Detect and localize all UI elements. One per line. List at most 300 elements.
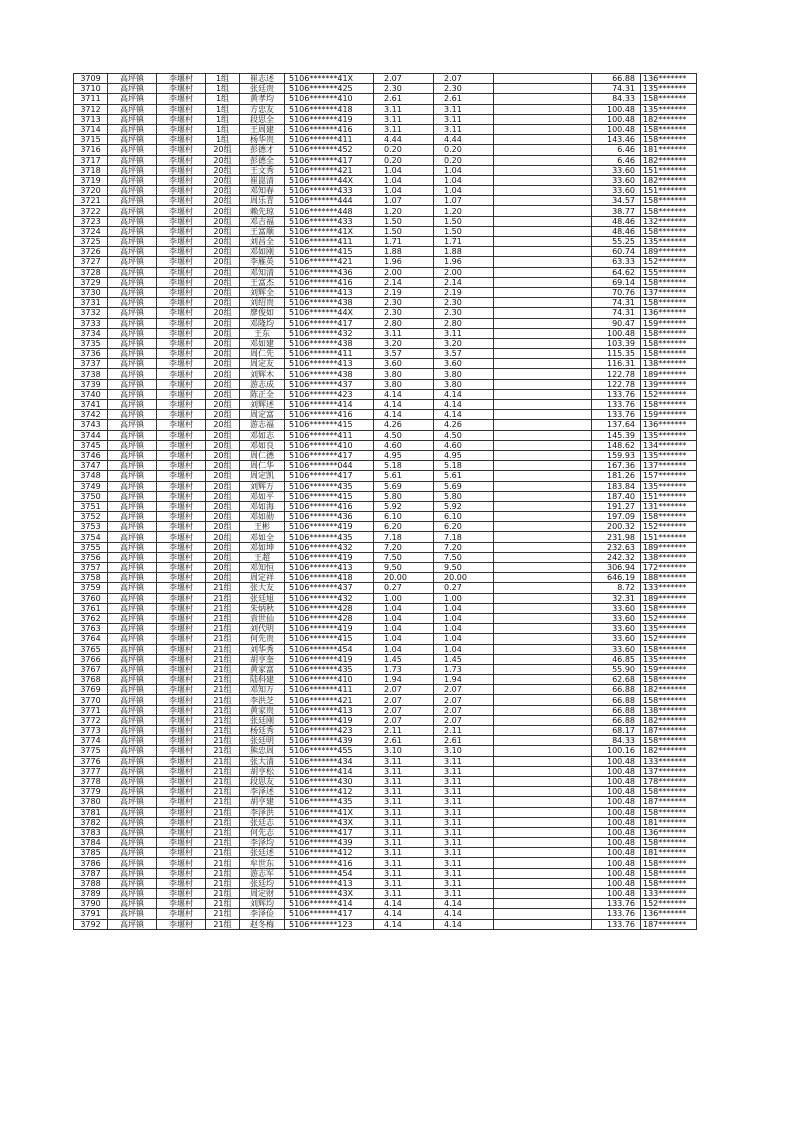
phone-cell: 136******* <box>641 827 697 837</box>
group-cell: 20组 <box>206 471 240 481</box>
area-confirmed-cell: 1.04 <box>434 603 494 613</box>
area-confirmed-cell: 4.14 <box>434 410 494 420</box>
table-row <box>74 124 697 134</box>
table-row <box>74 838 697 848</box>
area-confirmed-cell: 7.50 <box>434 552 494 562</box>
name-cell: 熊忠周 <box>240 746 285 756</box>
amount-cell: 197.09 <box>592 512 641 522</box>
group-cell: 21组 <box>206 899 240 909</box>
table-row <box>74 563 697 573</box>
village-cell: 李堰村 <box>157 807 206 817</box>
group-cell: 20组 <box>206 389 240 399</box>
phone-cell: 182******* <box>641 685 697 695</box>
area-confirmed-cell: 4.60 <box>434 440 494 450</box>
amount-cell: 74.31 <box>592 84 641 94</box>
group-cell: 21组 <box>206 807 240 817</box>
group-cell: 1组 <box>206 124 240 134</box>
group-cell: 1组 <box>206 135 240 145</box>
name-cell: 刘华秀 <box>240 644 285 654</box>
row-number-cell: 3761 <box>74 603 108 613</box>
amount-cell: 38.77 <box>592 206 641 216</box>
amount-cell: 33.60 <box>592 644 641 654</box>
amount-cell: 100.48 <box>592 827 641 837</box>
village-cell: 李堰村 <box>157 145 206 155</box>
note-cell <box>494 369 592 379</box>
row-number-cell: 3735 <box>74 338 108 348</box>
row-number-cell: 3724 <box>74 226 108 236</box>
name-cell: 邓吉福 <box>240 216 285 226</box>
area-confirmed-cell: 1.04 <box>434 175 494 185</box>
id-number-cell: 5106*******433 <box>285 186 374 196</box>
village-cell: 李堰村 <box>157 787 206 797</box>
town-cell: 高坪镇 <box>108 400 157 410</box>
name-cell: 周定凯 <box>240 471 285 481</box>
note-cell <box>494 797 592 807</box>
town-cell: 高坪镇 <box>108 145 157 155</box>
village-cell: 李堰村 <box>157 175 206 185</box>
town-cell: 高坪镇 <box>108 583 157 593</box>
group-cell: 20组 <box>206 186 240 196</box>
area-confirmed-cell: 2.07 <box>434 695 494 705</box>
town-cell: 高坪镇 <box>108 440 157 450</box>
group-cell: 21组 <box>206 593 240 603</box>
area-confirmed-cell: 1.07 <box>434 196 494 206</box>
table-row <box>74 84 697 94</box>
phone-cell: 136******* <box>641 909 697 919</box>
phone-cell: 181******* <box>641 817 697 827</box>
amount-cell: 103.39 <box>592 338 641 348</box>
phone-cell: 159******* <box>641 318 697 328</box>
amount-cell: 33.60 <box>592 613 641 623</box>
table-row <box>74 471 697 481</box>
group-cell: 20组 <box>206 450 240 460</box>
row-number-cell: 3791 <box>74 909 108 919</box>
row-number-cell: 3785 <box>74 848 108 858</box>
name-cell: 刘昌全 <box>240 237 285 247</box>
table-row <box>74 868 697 878</box>
note-cell <box>494 787 592 797</box>
area-confirmed-cell: 3.11 <box>434 797 494 807</box>
amount-cell: 84.33 <box>592 94 641 104</box>
note-cell <box>494 654 592 664</box>
table-row <box>74 695 697 705</box>
amount-cell: 143.46 <box>592 135 641 145</box>
table-row <box>74 807 697 817</box>
group-cell: 21组 <box>206 695 240 705</box>
note-cell <box>494 603 592 613</box>
table-row <box>74 644 697 654</box>
note-cell <box>494 909 592 919</box>
id-number-cell: 5106*******452 <box>285 145 374 155</box>
town-cell: 高坪镇 <box>108 613 157 623</box>
table-row <box>74 165 697 175</box>
amount-cell: 34.57 <box>592 196 641 206</box>
row-number-cell: 3769 <box>74 685 108 695</box>
phone-cell: 158******* <box>641 349 697 359</box>
area-cell: 1.04 <box>374 624 434 634</box>
phone-cell: 158******* <box>641 695 697 705</box>
row-number-cell: 3775 <box>74 746 108 756</box>
table-row <box>74 359 697 369</box>
area-cell: 9.50 <box>374 563 434 573</box>
note-cell <box>494 461 592 471</box>
area-cell: 4.26 <box>374 420 434 430</box>
area-cell: 3.80 <box>374 379 434 389</box>
id-number-cell: 5106*******421 <box>285 257 374 267</box>
village-cell: 李堰村 <box>157 552 206 562</box>
amount-cell: 100.48 <box>592 104 641 114</box>
group-cell: 1组 <box>206 94 240 104</box>
table-row <box>74 196 697 206</box>
name-cell: 邓如良 <box>240 440 285 450</box>
id-number-cell: 5106*******436 <box>285 267 374 277</box>
group-cell: 20组 <box>206 145 240 155</box>
amount-cell: 122.78 <box>592 369 641 379</box>
amount-cell: 66.88 <box>592 685 641 695</box>
group-cell: 21组 <box>206 766 240 776</box>
area-cell: 7.18 <box>374 532 434 542</box>
table-row <box>74 573 697 583</box>
village-cell: 李堰村 <box>157 685 206 695</box>
group-cell: 20组 <box>206 410 240 420</box>
id-number-cell: 5106*******410 <box>285 94 374 104</box>
name-cell: 张廷刚 <box>240 715 285 725</box>
amount-cell: 100.48 <box>592 787 641 797</box>
village-cell: 李堰村 <box>157 461 206 471</box>
id-number-cell: 5106*******413 <box>285 287 374 297</box>
row-number-cell: 3779 <box>74 787 108 797</box>
town-cell: 高坪镇 <box>108 624 157 634</box>
group-cell: 21组 <box>206 583 240 593</box>
area-cell: 3.11 <box>374 766 434 776</box>
note-cell <box>494 919 592 929</box>
amount-cell: 100.48 <box>592 776 641 786</box>
town-cell: 高坪镇 <box>108 848 157 858</box>
group-cell: 20组 <box>206 420 240 430</box>
name-cell: 彭德全 <box>240 155 285 165</box>
group-cell: 20组 <box>206 328 240 338</box>
phone-cell: 135******* <box>641 430 697 440</box>
phone-cell: 138******* <box>641 359 697 369</box>
name-cell: 邓如坤 <box>240 542 285 552</box>
row-number-cell: 3722 <box>74 206 108 216</box>
id-number-cell: 5106*******410 <box>285 675 374 685</box>
row-number-cell: 3742 <box>74 410 108 420</box>
area-cell: 7.50 <box>374 552 434 562</box>
table-row <box>74 175 697 185</box>
town-cell: 高坪镇 <box>108 563 157 573</box>
group-cell: 21组 <box>206 675 240 685</box>
note-cell <box>494 440 592 450</box>
amount-cell: 200.32 <box>592 522 641 532</box>
phone-cell: 135******* <box>641 450 697 460</box>
note-cell <box>494 563 592 573</box>
area-confirmed-cell: 2.30 <box>434 308 494 318</box>
note-cell <box>494 206 592 216</box>
row-number-cell: 3729 <box>74 277 108 287</box>
area-confirmed-cell: 1.04 <box>434 624 494 634</box>
phone-cell: 135******* <box>641 84 697 94</box>
note-cell <box>494 308 592 318</box>
area-cell: 5.61 <box>374 471 434 481</box>
village-cell: 李堰村 <box>157 766 206 776</box>
area-cell: 3.11 <box>374 848 434 858</box>
note-cell <box>494 287 592 297</box>
id-number-cell: 5106*******417 <box>285 471 374 481</box>
amount-cell: 133.76 <box>592 899 641 909</box>
group-cell: 20组 <box>206 542 240 552</box>
town-cell: 高坪镇 <box>108 532 157 542</box>
village-cell: 李堰村 <box>157 593 206 603</box>
amount-cell: 187.40 <box>592 491 641 501</box>
name-cell: 李泽洪 <box>240 807 285 817</box>
area-cell: 5.92 <box>374 501 434 511</box>
name-cell: 刘辉述 <box>240 400 285 410</box>
village-cell: 李堰村 <box>157 410 206 420</box>
group-cell: 21组 <box>206 715 240 725</box>
group-cell: 21组 <box>206 685 240 695</box>
id-number-cell: 5106*******413 <box>285 705 374 715</box>
group-cell: 20组 <box>206 532 240 542</box>
id-number-cell: 5106*******412 <box>285 848 374 858</box>
village-cell: 李堰村 <box>157 369 206 379</box>
name-cell: 黄孝均 <box>240 94 285 104</box>
id-number-cell: 5106*******411 <box>285 685 374 695</box>
phone-cell: 158******* <box>641 878 697 888</box>
town-cell: 高坪镇 <box>108 787 157 797</box>
village-cell: 李堰村 <box>157 104 206 114</box>
id-number-cell: 5106*******438 <box>285 338 374 348</box>
area-cell: 3.11 <box>374 868 434 878</box>
group-cell: 21组 <box>206 817 240 827</box>
table-row <box>74 664 697 674</box>
name-cell: 周定祥 <box>240 573 285 583</box>
phone-cell: 189******* <box>641 247 697 257</box>
area-confirmed-cell: 1.04 <box>434 165 494 175</box>
amount-cell: 48.46 <box>592 216 641 226</box>
id-number-cell: 5106*******435 <box>285 532 374 542</box>
phone-cell: 158******* <box>641 787 697 797</box>
note-cell <box>494 838 592 848</box>
area-cell: 1.45 <box>374 654 434 664</box>
group-cell: 21组 <box>206 797 240 807</box>
village-cell: 李堰村 <box>157 74 206 84</box>
row-number-cell: 3754 <box>74 532 108 542</box>
id-number-cell: 5106*******417 <box>285 909 374 919</box>
group-cell: 21组 <box>206 787 240 797</box>
town-cell: 高坪镇 <box>108 175 157 185</box>
town-cell: 高坪镇 <box>108 736 157 746</box>
area-cell: 1.07 <box>374 196 434 206</box>
id-number-cell: 5106*******43X <box>285 817 374 827</box>
phone-cell: 152******* <box>641 899 697 909</box>
phone-cell: 152******* <box>641 634 697 644</box>
phone-cell: 158******* <box>641 868 697 878</box>
area-cell: 3.11 <box>374 889 434 899</box>
amount-cell: 48.46 <box>592 226 641 236</box>
area-confirmed-cell: 1.04 <box>434 613 494 623</box>
id-number-cell: 5106*******418 <box>285 104 374 114</box>
id-number-cell: 5106*******448 <box>285 206 374 216</box>
note-cell <box>494 450 592 460</box>
town-cell: 高坪镇 <box>108 512 157 522</box>
village-cell: 李堰村 <box>157 726 206 736</box>
town-cell: 高坪镇 <box>108 318 157 328</box>
group-cell: 20组 <box>206 359 240 369</box>
area-confirmed-cell: 1.50 <box>434 216 494 226</box>
town-cell: 高坪镇 <box>108 573 157 583</box>
amount-cell: 100.48 <box>592 838 641 848</box>
note-cell <box>494 237 592 247</box>
area-confirmed-cell: 3.11 <box>434 114 494 124</box>
name-cell: 王富杰 <box>240 277 285 287</box>
village-cell: 李堰村 <box>157 226 206 236</box>
phone-cell: 178******* <box>641 776 697 786</box>
table-row <box>74 389 697 399</box>
area-cell: 1.94 <box>374 675 434 685</box>
table-row <box>74 634 697 644</box>
group-cell: 20组 <box>206 552 240 562</box>
table-row <box>74 613 697 623</box>
name-cell: 邓如刚 <box>240 247 285 257</box>
village-cell: 李堰村 <box>157 277 206 287</box>
row-number-cell: 3781 <box>74 807 108 817</box>
name-cell: 刘代明 <box>240 624 285 634</box>
amount-cell: 90.47 <box>592 318 641 328</box>
group-cell: 21组 <box>206 654 240 664</box>
id-number-cell: 5106*******418 <box>285 573 374 583</box>
phone-cell: 158******* <box>641 206 697 216</box>
id-number-cell: 5106*******433 <box>285 216 374 226</box>
note-cell <box>494 573 592 583</box>
group-cell: 21组 <box>206 889 240 899</box>
area-cell: 6.10 <box>374 512 434 522</box>
amount-cell: 6.46 <box>592 145 641 155</box>
village-cell: 李堰村 <box>157 675 206 685</box>
row-number-cell: 3759 <box>74 583 108 593</box>
name-cell: 何先贵 <box>240 634 285 644</box>
area-confirmed-cell: 0.27 <box>434 583 494 593</box>
name-cell: 胡亨奎 <box>240 654 285 664</box>
area-cell: 3.57 <box>374 349 434 359</box>
village-cell: 李堰村 <box>157 573 206 583</box>
note-cell <box>494 104 592 114</box>
area-confirmed-cell: 1.04 <box>434 186 494 196</box>
row-number-cell: 3728 <box>74 267 108 277</box>
area-cell: 4.50 <box>374 430 434 440</box>
note-cell <box>494 675 592 685</box>
row-number-cell: 3747 <box>74 461 108 471</box>
name-cell: 赖先琼 <box>240 206 285 216</box>
note-cell <box>494 532 592 542</box>
table-row <box>74 369 697 379</box>
note-cell <box>494 705 592 715</box>
note-cell <box>494 145 592 155</box>
table-row <box>74 400 697 410</box>
id-number-cell: 5106*******413 <box>285 878 374 888</box>
village-cell: 李堰村 <box>157 512 206 522</box>
amount-cell: 33.60 <box>592 175 641 185</box>
name-cell: 廖俊如 <box>240 308 285 318</box>
town-cell: 高坪镇 <box>108 389 157 399</box>
town-cell: 高坪镇 <box>108 675 157 685</box>
area-cell: 3.11 <box>374 827 434 837</box>
area-cell: 4.44 <box>374 135 434 145</box>
table-row <box>74 237 697 247</box>
note-cell <box>494 501 592 511</box>
table-row <box>74 736 697 746</box>
amount-cell: 55.90 <box>592 664 641 674</box>
area-confirmed-cell: 2.61 <box>434 736 494 746</box>
village-cell: 李堰村 <box>157 308 206 318</box>
area-cell: 4.95 <box>374 450 434 460</box>
id-number-cell: 5106*******41X <box>285 807 374 817</box>
amount-cell: 8.72 <box>592 583 641 593</box>
name-cell: 周仁德 <box>240 450 285 460</box>
village-cell: 李堰村 <box>157 155 206 165</box>
name-cell: 崔志述 <box>240 74 285 84</box>
phone-cell: 152******* <box>641 613 697 623</box>
row-number-cell: 3771 <box>74 705 108 715</box>
village-cell: 李堰村 <box>157 257 206 267</box>
group-cell: 20组 <box>206 257 240 267</box>
town-cell: 高坪镇 <box>108 654 157 664</box>
row-number-cell: 3749 <box>74 481 108 491</box>
id-number-cell: 5106*******439 <box>285 736 374 746</box>
area-confirmed-cell: 1.71 <box>434 237 494 247</box>
town-cell: 高坪镇 <box>108 135 157 145</box>
town-cell: 高坪镇 <box>108 542 157 552</box>
phone-cell: 182******* <box>641 715 697 725</box>
amount-cell: 646.19 <box>592 573 641 583</box>
village-cell: 李堰村 <box>157 613 206 623</box>
row-number-cell: 3760 <box>74 593 108 603</box>
village-cell: 李堰村 <box>157 359 206 369</box>
group-cell: 20组 <box>206 226 240 236</box>
table-row <box>74 318 697 328</box>
area-cell: 1.96 <box>374 257 434 267</box>
group-cell: 21组 <box>206 838 240 848</box>
phone-cell: 135******* <box>641 624 697 634</box>
note-cell <box>494 848 592 858</box>
row-number-cell: 3789 <box>74 889 108 899</box>
name-cell: 周乐青 <box>240 196 285 206</box>
area-confirmed-cell: 9.50 <box>434 563 494 573</box>
row-number-cell: 3712 <box>74 104 108 114</box>
town-cell: 高坪镇 <box>108 430 157 440</box>
row-number-cell: 3776 <box>74 756 108 766</box>
town-cell: 高坪镇 <box>108 705 157 715</box>
area-confirmed-cell: 0.20 <box>434 145 494 155</box>
area-cell: 2.07 <box>374 695 434 705</box>
village-cell: 李堰村 <box>157 206 206 216</box>
table-row <box>74 338 697 348</box>
table-row <box>74 257 697 267</box>
phone-cell: 131******* <box>641 501 697 511</box>
town-cell: 高坪镇 <box>108 298 157 308</box>
id-number-cell: 5106*******415 <box>285 491 374 501</box>
group-cell: 21组 <box>206 603 240 613</box>
row-number-cell: 3717 <box>74 155 108 165</box>
table-row <box>74 746 697 756</box>
town-cell: 高坪镇 <box>108 715 157 725</box>
name-cell: 陆科建 <box>240 675 285 685</box>
id-number-cell: 5106*******414 <box>285 400 374 410</box>
name-cell: 杨华贵 <box>240 135 285 145</box>
row-number-cell: 3792 <box>74 919 108 929</box>
group-cell: 21组 <box>206 919 240 929</box>
area-cell: 2.00 <box>374 267 434 277</box>
